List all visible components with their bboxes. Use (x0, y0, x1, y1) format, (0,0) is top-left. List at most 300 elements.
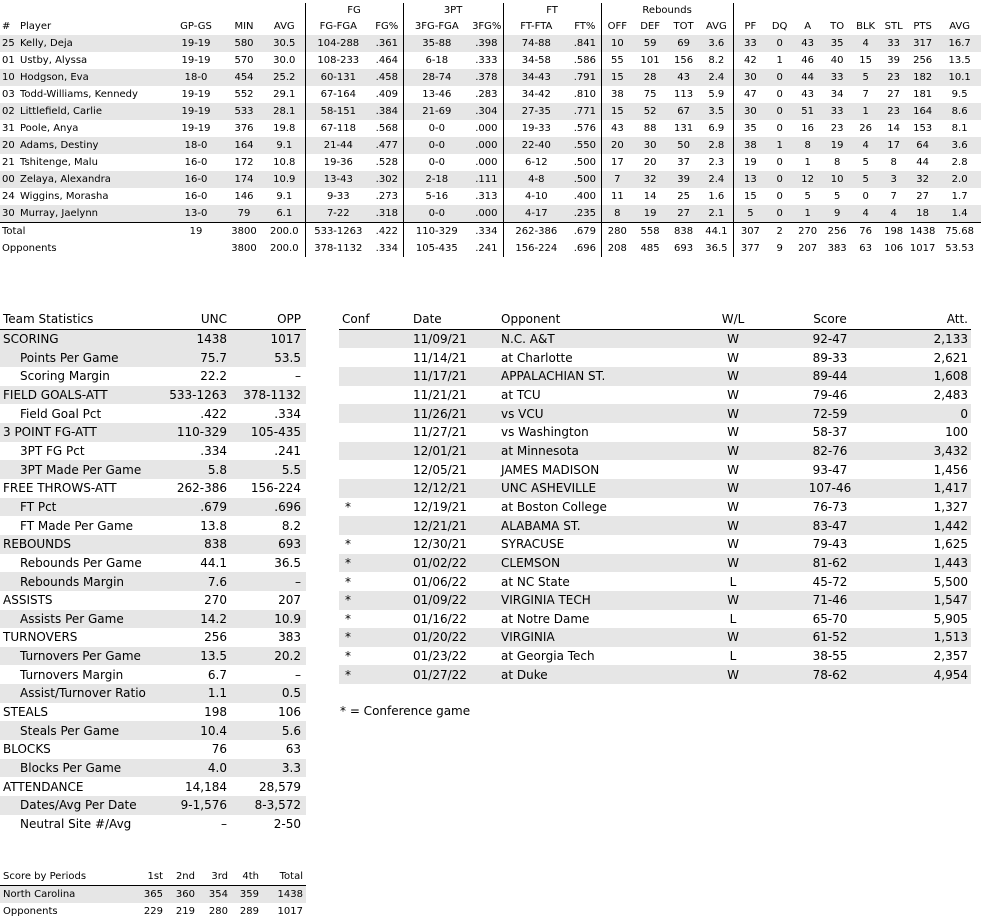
team-stat-unc: 533-1263 (150, 386, 232, 405)
game-score: 78-62 (778, 665, 882, 684)
player-cell-pts-avg: 2.0 (938, 171, 981, 188)
total-cell-blk: 76 (851, 223, 880, 241)
periods-score: 1017 (277, 906, 303, 917)
team-stat-label: Dates/Avg Per Date (0, 796, 150, 815)
schedule-header-att: Att. (882, 310, 971, 329)
player-cell-blk: 0 (862, 191, 869, 202)
team-stat-opp: 156-224 (250, 481, 301, 496)
player-cell-to: 9 (823, 205, 851, 223)
player-cell-reb-avg: 1.6 (708, 191, 725, 202)
game-result: W (688, 367, 778, 386)
player-cell-dq: 1 (776, 55, 783, 66)
game-opponent: APPALACHIAN ST. (498, 367, 688, 386)
schedule-row (339, 535, 971, 554)
column-header-def: DEF (640, 21, 660, 32)
schedule-table (339, 310, 971, 684)
player-cell-blk: 26 (859, 123, 872, 134)
player-cell-ft-fta: 6-12 (503, 154, 569, 171)
team-stat-row (0, 684, 306, 703)
player-row (0, 120, 981, 137)
game-attendance: 2,357 (933, 649, 968, 664)
team-stat-opp: 36.5 (274, 555, 301, 570)
total-cell-3fg-pct: .334 (470, 223, 503, 241)
game-opponent: at Boston College (501, 499, 607, 514)
player-cell-reb-avg: 2.4 (700, 69, 733, 86)
player-cell-to: 8 (833, 157, 841, 168)
player-cell-fg-fga: 67-164 (305, 86, 371, 103)
player-cell-def: 75 (643, 89, 657, 100)
player-cell-pf: 19 (733, 154, 767, 171)
group-header-ft: FT (503, 3, 601, 19)
player-cell-off: 7 (601, 171, 633, 188)
game-opponent: ALABAMA ST. (498, 516, 688, 535)
player-cell-pts: 27 (916, 191, 929, 202)
team-stats-title: Team Statistics (0, 310, 150, 329)
player-cell-tot: 113 (674, 89, 694, 100)
player-cell-to: 33 (823, 69, 851, 86)
total-cell-min: 3800 (231, 243, 257, 254)
total-cell-3fg-fga: 105-435 (403, 240, 470, 257)
total-cell-ft-pct: .696 (573, 243, 596, 254)
player-cell-dq: 0 (776, 191, 783, 202)
game-date: 01/16/22 (413, 611, 467, 626)
periods-score: 354 (198, 886, 231, 904)
schedule-row (339, 386, 971, 405)
team-stat-unc: .679 (150, 498, 232, 517)
player-cell-ft-pct: .500 (573, 157, 596, 168)
team-stat-unc: 76 (211, 742, 227, 757)
player-cell-a: 16 (801, 123, 814, 134)
game-attendance: 1,417 (882, 479, 971, 498)
team-stat-label: 3PT Made Per Game (0, 460, 150, 479)
team-stats-opp-header: OPP (232, 310, 306, 329)
player-cell-fg-fga: 104-288 (305, 35, 371, 52)
team-stat-unc: 256 (204, 630, 227, 645)
player-cell-player: Todd-Williams, Kennedy (20, 89, 138, 100)
game-opponent: vs VCU (498, 404, 688, 423)
player-cell-3fg-pct: .111 (470, 171, 503, 188)
player-cell-gp-gs: 18-0 (168, 137, 224, 154)
game-opponent: at Duke (498, 665, 688, 684)
team-stat-label: BLOCKS (3, 742, 51, 757)
player-cell-a: 44 (792, 69, 823, 86)
column-header-ft-fta: FT-FTA (503, 19, 569, 35)
player-cell-3fg-fga: 5-16 (403, 188, 470, 205)
total-cell-fg-pct: .422 (371, 223, 403, 241)
periods-header-cell: 3rd (198, 868, 231, 886)
game-conf: * (339, 628, 410, 647)
player-cell-3fg-pct: .313 (475, 191, 498, 202)
game-conf (339, 516, 410, 535)
total-cell-player (18, 223, 168, 241)
player-cell-ft-fta: 22-40 (503, 137, 569, 154)
player-cell-3fg-pct: .333 (475, 55, 498, 66)
total-cell-a: 207 (798, 243, 818, 254)
player-row (0, 188, 981, 205)
game-attendance: 2,133 (882, 329, 971, 348)
team-stat-unc: 44.1 (200, 555, 227, 570)
player-cell-min-avg: 29.1 (273, 89, 296, 100)
player-cell-3fg-pct: .304 (470, 103, 503, 120)
game-score: 81-62 (778, 554, 882, 573)
total-cell-pf: 377 (733, 240, 767, 257)
player-cell-ft-fta: 27-35 (503, 103, 569, 120)
player-cell-pts: 256 (913, 55, 933, 66)
player-cell-player: Tshitenge, Malu (20, 157, 98, 168)
player-cell-min-avg: 9.1 (276, 191, 293, 202)
player-cell-player: Kelly, Deja (18, 35, 168, 52)
game-date: 11/21/21 (413, 387, 467, 402)
group-header-rebounds: Rebounds (601, 3, 733, 19)
team-stat-row (0, 759, 306, 778)
player-cell-min-avg: 25.2 (264, 69, 305, 86)
schedule-row (339, 404, 971, 423)
player-cell-blk: 4 (851, 137, 880, 154)
player-cell-stl: 27 (887, 89, 900, 100)
player-cell-def: 30 (633, 137, 667, 154)
player-cell-to: 19 (823, 137, 851, 154)
player-cell-blk: 5 (851, 69, 880, 86)
player-cell-blk: 1 (851, 103, 880, 120)
player-cell-ft-pct: .810 (573, 89, 596, 100)
player-cell-player: Adams, Destiny (18, 137, 168, 154)
team-stat-label: Steals Per Game (0, 721, 150, 740)
schedule-row (339, 423, 971, 442)
team-stat-unc: 270 (204, 593, 227, 608)
game-attendance: 100 (945, 425, 968, 440)
team-stat-label: REBOUNDS (0, 535, 150, 554)
game-score: 76-73 (812, 499, 848, 514)
player-cell-pts-avg: 3.6 (938, 137, 981, 154)
player-cell-fg-fga: 9-33 (305, 188, 371, 205)
total-cell-to: 256 (823, 223, 851, 241)
game-date: 12/05/21 (413, 462, 467, 477)
player-cell-player: Wiggins, Morasha (20, 191, 109, 202)
schedule-row (339, 442, 971, 461)
column-header-min-avg: AVG (273, 21, 295, 32)
team-stat-unc: 110-329 (150, 423, 232, 442)
team-stat-opp: 3.3 (232, 759, 306, 778)
player-cell-min: 79 (224, 205, 264, 223)
team-stat-label: Neutral Site #/Avg (20, 817, 132, 832)
team-stat-row (0, 796, 306, 815)
schedule-row (339, 516, 971, 535)
team-total-row (0, 223, 981, 241)
column-header-3fg-fga: 3FG-FGA (403, 19, 470, 35)
team-stat-opp: 0.5 (232, 684, 306, 703)
player-row (0, 171, 981, 188)
player-cell-to: 35 (823, 35, 851, 52)
game-result: W (688, 404, 778, 423)
column-header-pf: PF (733, 19, 767, 35)
periods-header (0, 868, 306, 886)
game-result: W (727, 462, 739, 477)
schedule-row (339, 591, 971, 610)
player-cell-3fg-fga: 2-18 (403, 171, 470, 188)
team-stat-opp: .696 (232, 498, 306, 517)
total-cell-3fg-pct: .241 (475, 243, 498, 254)
player-cell-fg-pct: .273 (375, 191, 398, 202)
schedule-row (339, 628, 971, 647)
player-cell-tot: 27 (667, 205, 700, 223)
team-stat-label: Blocks Per Game (0, 759, 150, 778)
team-stat-unc: 198 (204, 705, 227, 720)
periods-header-cell: Total (262, 868, 306, 886)
player-cell-ft-fta: 19-33 (503, 120, 569, 137)
game-opponent: CLEMSON (498, 554, 688, 573)
team-stat-opp: 63 (285, 742, 301, 757)
column-header-fg-pct: FG% (375, 21, 399, 32)
player-cell-fg-pct: .528 (375, 157, 398, 168)
player-cell-3fg-pct: .398 (470, 35, 503, 52)
player-cell-off: 15 (601, 103, 633, 120)
total-cell-min-avg: 200.0 (264, 223, 305, 241)
player-cell-min: 533 (224, 103, 264, 120)
total-cell-ft-fta: 262-386 (503, 223, 569, 241)
total-cell-pts-avg: 75.68 (938, 223, 981, 241)
team-stat-label: SCORING (0, 329, 150, 348)
game-attendance: 1,625 (933, 537, 968, 552)
player-cell-pts-avg: 2.8 (951, 157, 968, 168)
game-date: 11/17/21 (410, 367, 498, 386)
total-cell-pts: 1017 (909, 243, 936, 254)
team-stat-unc: 6.7 (207, 667, 227, 682)
player-cell-pf: 15 (733, 188, 767, 205)
team-stat-unc: .334 (200, 443, 227, 458)
player-cell-ft-pct: .550 (569, 137, 601, 154)
player-cell-min-avg: 30.0 (273, 55, 296, 66)
column-header-pts-avg: AVG (949, 21, 971, 32)
game-opponent: VIRGINIA (498, 628, 688, 647)
schedule-row (339, 498, 971, 517)
game-result: W (688, 554, 778, 573)
player-cell-off: 17 (601, 154, 633, 171)
column-header-a: A (804, 21, 812, 32)
player-cell-gp-gs: 19-19 (181, 123, 211, 134)
player-cell-jersey: 21 (2, 157, 15, 168)
team-stat-unc: 75.7 (150, 348, 232, 367)
player-cell-dq: 0 (776, 157, 783, 168)
player-cell-dq: 0 (767, 103, 792, 120)
game-date: 11/14/21 (413, 350, 467, 365)
game-attendance: 1,608 (882, 367, 971, 386)
game-score: 92-47 (778, 329, 882, 348)
total-cell-reb-avg: 36.5 (705, 243, 728, 254)
game-score: 65-70 (812, 611, 848, 626)
opponents-total-row (0, 240, 981, 257)
player-cell-pts-avg: 8.6 (938, 103, 981, 120)
player-cell-pts: 164 (907, 103, 938, 120)
schedule-row (339, 554, 971, 573)
game-score: 38-55 (812, 649, 848, 664)
player-cell-def: 52 (633, 103, 667, 120)
player-cell-pts: 44 (916, 157, 929, 168)
group-header-3pt: 3PT (403, 3, 503, 19)
player-cell-to: 40 (830, 55, 844, 66)
player-cell-gp-gs: 19-19 (168, 103, 224, 120)
player-cell-pf: 42 (733, 52, 767, 69)
game-result: W (688, 516, 778, 535)
player-cell-off: 10 (601, 35, 633, 52)
column-header-3fg-pct: 3FG% (472, 21, 502, 32)
team-stat-label: Scoring Margin (20, 369, 110, 384)
player-cell-gp-gs: 18-0 (168, 69, 224, 86)
player-cell-pts-avg: 16.7 (938, 35, 981, 52)
game-opponent: at Minnesota (498, 442, 688, 461)
player-cell-3fg-pct: .283 (475, 89, 498, 100)
team-stat-opp: 1017 (232, 329, 306, 348)
team-stat-label: Field Goal Pct (20, 406, 102, 421)
player-cell-off: 20 (601, 137, 633, 154)
player-cell-a: 1 (792, 205, 823, 223)
player-cell-def: 32 (633, 171, 667, 188)
team-stat-label: ASSISTS (3, 593, 53, 608)
periods-row (0, 903, 306, 920)
periods-score: 219 (175, 906, 195, 917)
player-cell-pf: 38 (733, 137, 767, 154)
player-row (0, 69, 981, 86)
game-result: W (727, 387, 739, 402)
player-cell-dq: 0 (767, 205, 792, 223)
player-cell-tot: 131 (674, 123, 694, 134)
player-row (0, 137, 981, 154)
player-cell-ft-fta: 4-10 (503, 188, 569, 205)
game-opponent: at Charlotte (501, 350, 573, 365)
player-cell-min: 172 (234, 157, 254, 168)
column-header-min: MIN (234, 21, 254, 32)
game-date: 12/19/21 (413, 499, 467, 514)
player-cell-jersey: 10 (0, 69, 18, 86)
game-conf (339, 423, 410, 442)
game-date: 01/02/22 (410, 554, 498, 573)
team-stat-unc: 14,184 (185, 779, 227, 794)
player-cell-fg-pct: .302 (371, 171, 403, 188)
player-cell-off: 38 (601, 86, 633, 103)
game-conf (339, 442, 410, 461)
player-cell-tot: 50 (667, 137, 700, 154)
player-cell-pts: 317 (907, 35, 938, 52)
player-cell-blk: 5 (862, 157, 869, 168)
player-cell-3fg-pct: .378 (470, 69, 503, 86)
player-cell-jersey: 25 (0, 35, 18, 52)
game-date: 01/06/22 (413, 574, 467, 589)
team-stat-opp: .334 (274, 406, 301, 421)
player-cell-stl: 39 (887, 55, 900, 66)
game-result: W (727, 499, 739, 514)
player-cell-min-avg: 19.8 (273, 123, 296, 134)
column-header-jersey: # (2, 21, 11, 32)
column-header-tot: TOT (673, 21, 694, 32)
player-cell-pts: 18 (907, 205, 938, 223)
player-cell-a: 12 (792, 171, 823, 188)
team-stat-label: Rebounds Per Game (20, 555, 142, 570)
team-stat-row (0, 535, 306, 554)
player-cell-3fg-pct: .000 (475, 123, 498, 134)
player-cell-reb-avg: 6.9 (708, 123, 725, 134)
player-cell-player: Littlefield, Carlie (18, 103, 168, 120)
player-cell-jersey: 24 (2, 191, 15, 202)
player-cell-def: 101 (640, 55, 660, 66)
periods-header-cell: 2nd (166, 868, 198, 886)
player-cell-to: 10 (823, 171, 851, 188)
game-score: 107-46 (778, 479, 882, 498)
game-result: W (727, 537, 739, 552)
player-stats-head (0, 3, 981, 35)
team-stat-opp: 106 (278, 705, 301, 720)
game-result: W (688, 628, 778, 647)
column-header-ft-pct: FT% (574, 21, 596, 32)
schedule-header-conf: Conf (339, 310, 410, 329)
player-cell-ft-fta: 34-43 (503, 69, 569, 86)
team-stat-unc: 838 (150, 535, 232, 554)
player-cell-def: 59 (633, 35, 667, 52)
team-stat-row (0, 348, 306, 367)
player-cell-ft-fta: 4-8 (503, 171, 569, 188)
player-cell-pf: 5 (733, 205, 767, 223)
total-cell-stl: 198 (880, 223, 907, 241)
player-cell-off: 55 (601, 52, 633, 69)
game-date: 01/27/22 (410, 665, 498, 684)
team-stats-header (0, 310, 306, 329)
player-cell-pts: 181 (913, 89, 933, 100)
team-stat-opp: 105-435 (232, 423, 306, 442)
player-cell-ft-pct: .576 (573, 123, 596, 134)
game-conf (339, 386, 410, 405)
player-cell-def: 14 (643, 191, 657, 202)
schedule-header-opponent: Opponent (498, 310, 688, 329)
total-cell-tot: 838 (667, 223, 700, 241)
player-cell-a: 43 (792, 35, 823, 52)
group-header-fg: FG (305, 3, 403, 19)
player-rows (0, 35, 981, 257)
player-cell-def: 88 (643, 123, 657, 134)
team-stat-opp: 2-50 (273, 817, 301, 832)
game-conf: * (345, 499, 351, 514)
player-cell-min: 376 (234, 123, 254, 134)
team-statistics-table (0, 310, 306, 833)
player-cell-ft-pct: .791 (569, 69, 601, 86)
player-cell-blk: 7 (862, 89, 869, 100)
player-cell-ft-fta: 34-58 (503, 52, 569, 69)
game-date: 12/12/21 (410, 479, 498, 498)
player-cell-fg-fga: 7-22 (305, 205, 371, 223)
total-cell-ft-fta: 156-224 (503, 240, 569, 257)
team-stat-label: ATTENDANCE (3, 779, 84, 794)
game-attendance: 4,954 (882, 665, 971, 684)
player-cell-blk: 4 (851, 35, 880, 52)
total-cell-fg-pct: .334 (375, 243, 398, 254)
periods-score: 289 (239, 906, 259, 917)
player-cell-ft-fta: 74-88 (503, 35, 569, 52)
player-cell-fg-pct: .318 (371, 205, 403, 223)
team-stat-opp: 5.6 (232, 721, 306, 740)
total-cell-fg-fga: 533-1263 (305, 223, 371, 241)
team-stat-label: Turnovers Margin (20, 667, 124, 682)
player-cell-3fg-fga: 13-46 (403, 86, 470, 103)
game-date: 12/30/21 (413, 537, 467, 552)
team-stat-opp: 53.5 (232, 348, 306, 367)
schedule-row (339, 665, 971, 684)
player-cell-tot: 67 (667, 103, 700, 120)
schedule-row (339, 329, 971, 348)
game-opponent: at NC State (501, 574, 570, 589)
game-score: 89-33 (812, 350, 848, 365)
team-stat-unc: 13.5 (150, 647, 232, 666)
player-cell-a: 43 (801, 89, 814, 100)
player-cell-a: 5 (804, 191, 811, 202)
team-stat-row (0, 665, 306, 684)
team-stat-opp: 10.9 (232, 610, 306, 629)
